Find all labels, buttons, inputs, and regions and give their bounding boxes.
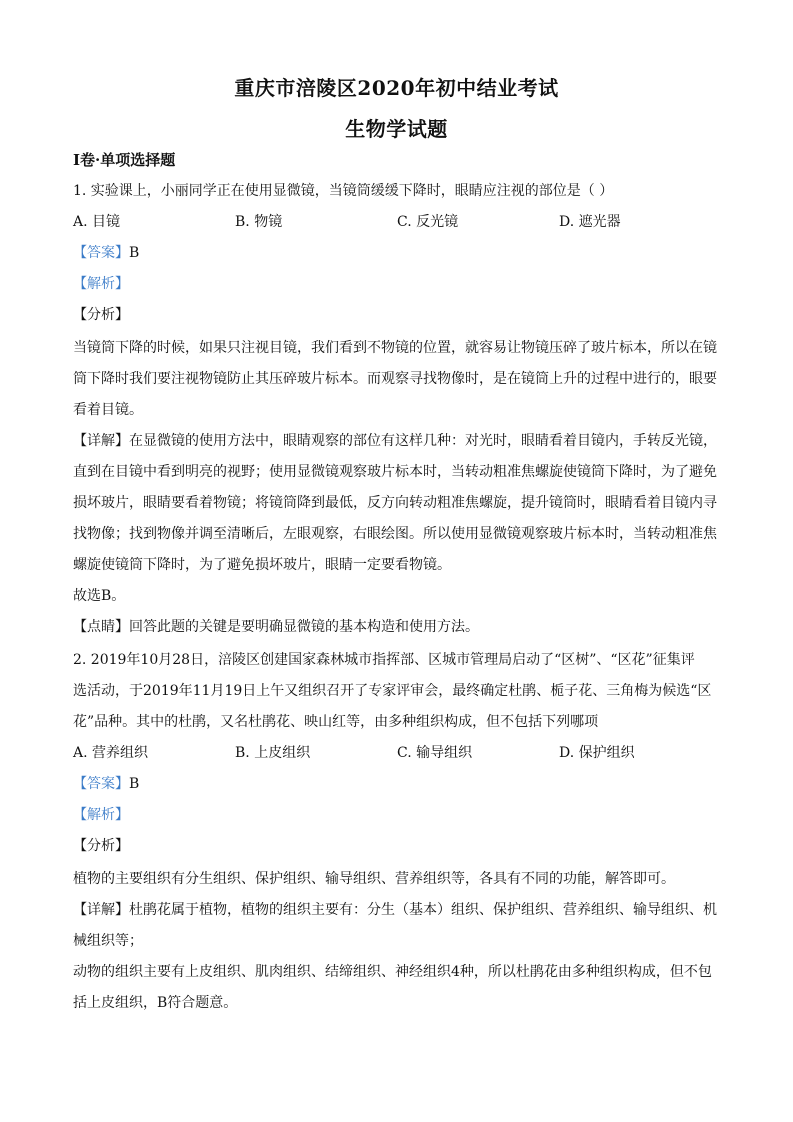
q1-detail-line: 找物像；找到物像并调至清晰后，左眼观察，右眼绘图。所以使用显微镜观察玻片标本时，当转动粗准焦 [73,526,717,542]
q1-stem: 1. 实验课上，小丽同学正在使用显微镜，当镜筒缓缓下降时，眼睛应注视的部位是（ ） [73,183,614,199]
q1-option-b: B. 物镜 [235,214,283,230]
q2-answer-label: 【答案】 [73,776,129,792]
q2-stem-line: 花”品种。其中的杜鹃，又名杜鹃花、映山红等，由多种组织构成，但不包括下列哪项 [73,714,599,730]
q1-detail-line: 【详解】在显微镜的使用方法中，眼睛观察的部位有这样几种：对光时，眼睛看着目镜内，手转反光镜， [73,433,717,449]
exam-title: 重庆市涪陵区2020年初中结业考试 [234,76,559,100]
q1-detail-line: 损坏玻片，眼睛要看着物镜；将镜筒降到最低，反方向转动粗准焦螺旋，提升镜筒时，眼睛看着目镜内寻 [73,495,717,511]
q2-jiexi-label: 【解析】 [73,807,129,823]
q1-answer-label: 【答案】 [73,245,129,261]
q1-answer-value: B [129,245,140,261]
q1-analysis-line: 当镜筒下降的时候，如果只注视目镜，我们看到不物镜的位置，就容易让物镜压碎了玻片标本，所以在镜 [73,340,717,356]
q2-answer-value: B [129,776,140,792]
q2-option-d: D. 保护组织 [559,745,635,761]
q2-detail-line: 括上皮组织，B符合题意。 [73,995,238,1011]
q1-fenxi-label: 【分析】 [73,307,129,323]
q2-detail-line: 械组织等； [73,933,143,949]
q1-analysis-line: 看着目镜。 [73,402,143,418]
q2-detail-line: 【详解】杜鹃花属于植物，植物的组织主要有：分生（基本）组织、保护组织、营养组织、输导组织、机 [73,902,717,918]
exam-subtitle: 生物学试题 [345,117,448,141]
q2-analysis: 植物的主要组织有分生组织、保护组织、输导组织、营养组织等，各具有不同的功能，解答即可。 [73,871,675,887]
section-heading: Ⅰ卷·单项选择题 [73,151,176,169]
q2-stem-line: 选活动，于2019年11月19日上午又组织召开了专家评审会，最终确定杜鹃、栀子花、三角梅为候选“区 [73,683,712,699]
q1-analysis-line: 筒下降时我们要注视物镜防止其压碎玻片标本。而观察寻找物像时，是在镜筒上升的过程中进行的，眼要 [73,371,717,387]
q2-fenxi-label: 【分析】 [73,838,129,854]
q2-option-b: B. 上皮组织 [235,745,311,761]
q2-option-c: C. 输导组织 [397,745,473,761]
q1-detail-line: 直到在目镜中看到明亮的视野；使用显微镜观察玻片标本时，当转动粗准焦螺旋使镜筒下降时，为了避免 [73,464,717,480]
q2-stem-line: 2. 2019年10月28日，涪陵区创建国家森林城市指挥部、区城市管理局启动了“区树”、“区花”征集评 [73,652,695,668]
q1-option-d: D. 遮光器 [559,214,621,230]
q1-option-a: A. 目镜 [73,214,121,230]
q1-conclusion: 故选B。 [73,588,126,604]
q2-answer [73,774,723,794]
q1-jiexi-label: 【解析】 [73,276,129,292]
q1-detail-line: 螺旋使镜筒下降时，为了避免损坏玻片，眼睛一定要看物镜。 [73,557,451,573]
q2-option-a: A. 营养组织 [73,745,149,761]
q1-tip: 【点睛】回答此题的关键是要明确显微镜的基本构造和使用方法。 [73,619,479,635]
q2-detail-line: 动物的组织主要有上皮组织、肌肉组织、结缔组织、神经组织4种，所以杜鹃花由多种组织构成，但不包 [73,964,712,980]
q1-option-c: C. 反光镜 [397,214,459,230]
q1-answer [73,243,723,263]
